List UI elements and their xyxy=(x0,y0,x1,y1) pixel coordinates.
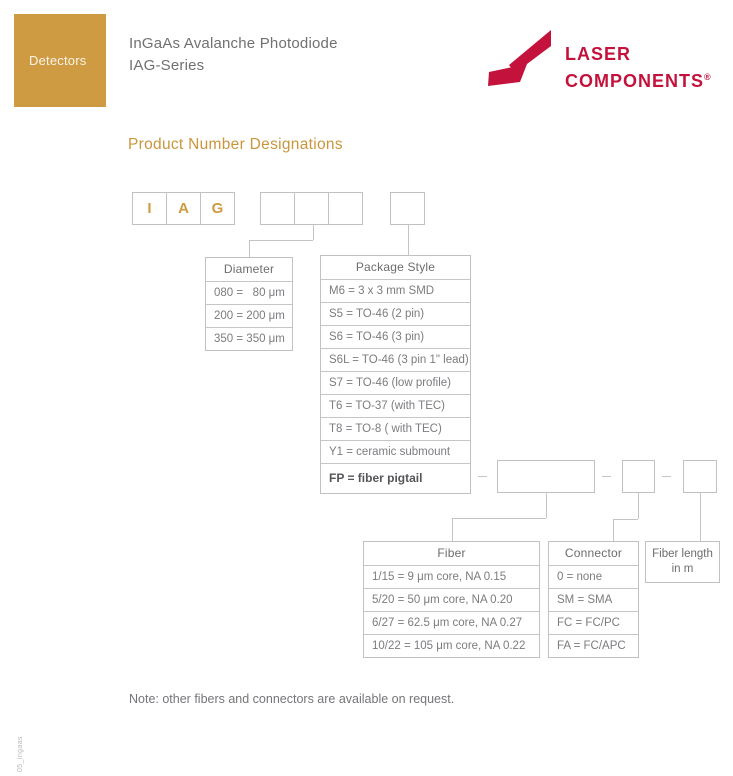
connector-line xyxy=(613,519,638,520)
table-row: S5 = TO-46 (2 pin) xyxy=(321,302,470,325)
code-cell-G: G xyxy=(200,192,235,225)
document-title-line1: InGaAs Avalanche Photodiode xyxy=(129,35,338,52)
connector-line xyxy=(408,225,409,256)
fiber-code-box xyxy=(497,460,595,493)
connector-line xyxy=(638,493,639,519)
laser-components-logo-icon xyxy=(487,28,557,89)
table-row: T6 = TO-37 (with TEC) xyxy=(321,394,470,417)
connector-line xyxy=(700,493,701,542)
connector-table xyxy=(548,541,639,658)
table-row: S6 = TO-46 (3 pin) xyxy=(321,325,470,348)
category-tab-detectors xyxy=(14,14,106,107)
connector-line xyxy=(313,225,314,240)
table-row: 1/15 = 9 μm core, NA 0.15 xyxy=(364,565,539,588)
dash-separator xyxy=(478,476,487,477)
footnote: Note: other fibers and connectors are available on request. xyxy=(129,692,455,706)
connector-line xyxy=(613,519,614,542)
document-code: 05_ingaas xyxy=(17,736,24,772)
package-style-table-header: Package Style xyxy=(355,260,436,274)
table-row: 350 = 350 μm xyxy=(206,327,292,350)
laser-components-logo-text xyxy=(565,43,712,93)
table-row: FC = FC/PC xyxy=(549,611,638,634)
logo-line2: COMPONENTS® xyxy=(565,71,712,91)
code-package-cell xyxy=(390,192,425,225)
table-row: T8 = TO-8 ( with TEC) xyxy=(321,417,470,440)
table-row: 6/27 = 62.5 μm core, NA 0.27 xyxy=(364,611,539,634)
table-row: M6 = 3 x 3 mm SMD xyxy=(321,279,470,302)
dash-separator xyxy=(602,476,611,477)
code-cell-blank xyxy=(260,192,295,225)
fiber-length-box xyxy=(645,541,720,583)
table-row: 080 = 80 μm xyxy=(206,281,292,304)
code-cell-blank xyxy=(328,192,363,225)
package-style-table xyxy=(320,255,471,494)
table-row: 10/22 = 105 μm core, NA 0.22 xyxy=(364,634,539,657)
table-row-fiber-pigtail: FP = fiber pigtail xyxy=(321,463,470,493)
table-row: SM = SMA xyxy=(549,588,638,611)
table-row: 5/20 = 50 μm core, NA 0.20 xyxy=(364,588,539,611)
table-row: 200 = 200 μm xyxy=(206,304,292,327)
connector-code-box xyxy=(622,460,655,493)
registered-trademark-symbol: ® xyxy=(704,72,712,82)
fiber-length-line2: in m xyxy=(671,563,694,575)
fiber-table-header: Fiber xyxy=(437,546,466,560)
diameter-table-header: Diameter xyxy=(223,262,275,276)
code-variant-cells xyxy=(260,192,363,225)
connector-line xyxy=(546,493,547,518)
section-heading: Product Number Designations xyxy=(128,136,343,153)
table-row: 0 = none xyxy=(549,565,638,588)
fiber-length-code-box xyxy=(683,460,717,493)
connector-line xyxy=(249,240,250,257)
connector-line xyxy=(452,518,546,519)
code-cell-blank xyxy=(294,192,329,225)
diameter-table xyxy=(205,257,293,351)
fiber-table xyxy=(363,541,540,658)
dash-separator xyxy=(662,476,671,477)
category-tab-label: Detectors xyxy=(29,53,87,68)
code-cell-I: I xyxy=(132,192,167,225)
fiber-length-line1: Fiber length xyxy=(652,548,713,560)
connector-line xyxy=(452,518,453,542)
document-title xyxy=(129,33,338,77)
logo-line1: LASER xyxy=(565,44,632,64)
table-row: S6L = TO-46 (3 pin 1" lead) xyxy=(321,348,470,371)
table-row: Y1 = ceramic submount xyxy=(321,440,470,463)
connector-line xyxy=(249,240,313,241)
code-cell-A: A xyxy=(166,192,201,225)
connector-table-header: Connector xyxy=(564,546,623,560)
document-title-line2: IAG-Series xyxy=(129,57,205,74)
code-prefix-cells xyxy=(132,192,235,225)
table-row: FA = FC/APC xyxy=(549,634,638,657)
table-row: S7 = TO-46 (low profile) xyxy=(321,371,470,394)
code-cell-blank xyxy=(390,192,425,225)
